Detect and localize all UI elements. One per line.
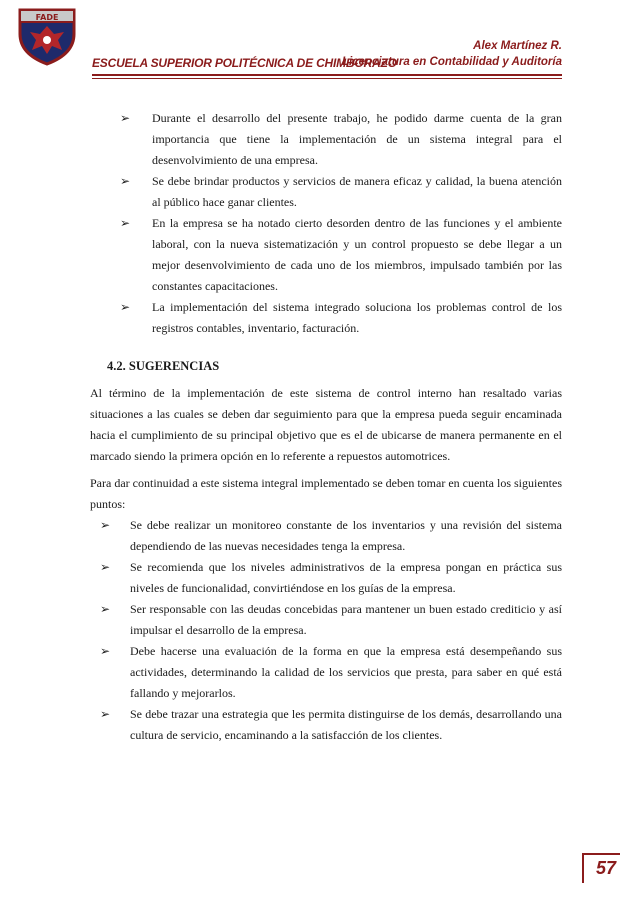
- list-item: [90, 171, 562, 213]
- arrow-bullet-icon: ➢: [100, 644, 111, 658]
- author-name: Alex Martínez R.: [473, 40, 562, 52]
- arrow-bullet-icon: ➢: [100, 518, 111, 532]
- header-author-block: [342, 38, 562, 70]
- arrow-bullet-icon: ➢: [100, 560, 111, 574]
- list-item: [90, 515, 562, 557]
- logo-text: FADE: [35, 13, 59, 22]
- list-item-text: La implementación del sistema integrado soluciona los problemas control de los registros contables, inventario, facturación.: [152, 300, 562, 335]
- paragraph: Para dar continuidad a este sistema integral implementado se deben tomar en cuenta los siguientes puntos:: [90, 476, 562, 511]
- list-item-text: Ser responsable con las deudas concebidas para mantener un buen estado crediticio y así impulsar el desarrollo de la empresa.: [130, 602, 562, 637]
- arrow-bullet-icon: ➢: [120, 300, 131, 314]
- list-item: [90, 108, 562, 171]
- header-divider: [92, 74, 562, 76]
- list-item: [90, 704, 562, 746]
- list-item-text: Se debe brindar productos y servicios de manera eficaz y calidad, la buena atención al público hace ganar clientes.: [152, 174, 562, 209]
- list-item-text: Se debe trazar una estrategia que les permita distinguirse de los demás, desarrollando una cultura de servicio, encaminando a la satisfacción de los clientes.: [130, 707, 562, 742]
- list-item-text: Durante el desarrollo del presente trabajo, he podido darme cuenta de la gran importancia que tiene la implementación de un sistema integral para el desenvolvimiento de una empresa.: [152, 111, 562, 167]
- institution-name: ESCUELA SUPERIOR POLITÉCNICA DE CHIMBORAZO: [92, 56, 397, 70]
- page-number: 57: [595, 858, 616, 878]
- arrow-bullet-icon: ➢: [120, 216, 131, 230]
- list-item-text: Se recomienda que los niveles administrativos de la empresa pongan en práctica sus niveles de funcionalidad, convirtiéndose en los guías de la empresa.: [130, 560, 562, 595]
- list-item: [90, 213, 562, 297]
- arrow-bullet-icon: ➢: [100, 602, 111, 616]
- arrow-bullet-icon: ➢: [120, 174, 131, 188]
- header-divider-thin: [92, 78, 562, 79]
- list-item: [90, 557, 562, 599]
- body-content: [90, 108, 562, 746]
- list-item-text: Se debe realizar un monitoreo constante de los inventarios y una revisión del sistema dependiendo de las nuevas necesidades tenga la empresa.: [130, 518, 562, 553]
- paragraph: Al término de la implementación de este sistema de control interno han resaltado varias situaciones a las cuales se deben dar seguimiento para que la empresa pueda seguir encaminada hacia el cumplimiento de su principal objetivo que es el de ubicarse de manera permanente en el marcado siendo la primera opción en lo referente a repuestos automotrices.: [90, 386, 562, 463]
- list-item: [90, 297, 562, 339]
- list-item-text: En la empresa se ha notado cierto desorden dentro de las funciones y el ambiente laboral, con la nueva sistematización y un control propuesto se debe llegar a un mejor desenvolvimiento de cada uno de los miembros, impulsado también por las constantes capacitaciones.: [152, 216, 562, 293]
- section-heading: 4.2. SUGERENCIAS: [107, 359, 220, 373]
- arrow-bullet-icon: ➢: [100, 707, 111, 721]
- arrow-bullet-icon: ➢: [120, 111, 131, 125]
- suggestions-list: [90, 515, 562, 746]
- conclusions-list: [90, 108, 562, 339]
- school-logo-icon: [14, 4, 80, 66]
- program-name: Licenciatura en Contabilidad y Auditoría: [341, 56, 562, 68]
- list-item: [90, 641, 562, 704]
- list-item-text: Debe hacerse una evaluación de la forma en que la empresa está desempeñando sus actividades, determinando la calidad de los servicios que presta, para saber en qué está fallando y mejorarlos.: [130, 644, 562, 700]
- list-item: [90, 599, 562, 641]
